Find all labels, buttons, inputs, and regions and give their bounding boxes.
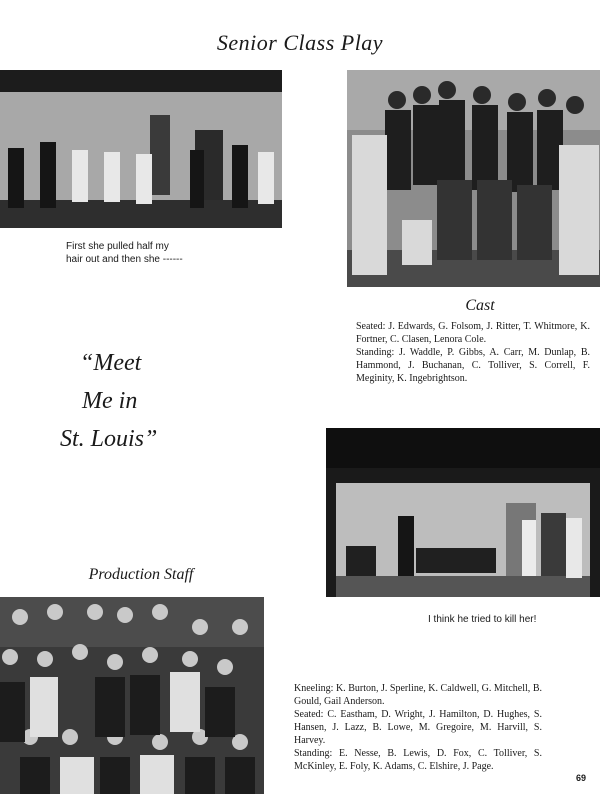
production-staff-heading: Production Staff xyxy=(88,566,194,583)
production-staff-names xyxy=(294,682,542,773)
staff-kneeling-list: Kneeling: K. Burton, J. Sperline, K. Caldwell, G. Mitchell, B. Gould, Gail Anderson. xyxy=(294,683,542,707)
cast-group-photo xyxy=(347,70,600,287)
play-title-line-3: St. Louis” xyxy=(60,426,158,452)
caption-line: First she pulled half my xyxy=(66,241,169,252)
cast-heading: Cast xyxy=(465,297,495,314)
cast-seated-list: Seated: J. Edwards, G. Folsom, J. Ritter, T. Whitmore, K. Fortner, C. Clasen, Lenora Cole. xyxy=(356,321,590,345)
play-title xyxy=(60,344,210,458)
production-staff-photo xyxy=(0,597,264,794)
photo-caption-scene-2: I think he tried to kill her! xyxy=(428,614,537,625)
staff-standing-list: Standing: E. Nesse, B. Lewis, D. Fox, C. Tolliver, S. McKinley, E. Foly, K. Adams, C. Elshire, J. Page. xyxy=(294,748,542,772)
cast-standing-list: Standing: J. Waddle, P. Gibbs, A. Carr, M. Dunlap, B. Hammond, J. Buchanan, C. Tolliver, S. Correll, F. Meginity, K. Ingebrightson. xyxy=(356,347,590,384)
stage-photo-scene-2 xyxy=(326,428,600,597)
staff-seated-list: Seated: C. Eastham, D. Wright, J. Hamilton, D. Hughes, S. Hansen, J. Lazz, B. Lowe, M. Gregoire, M. Harvill, S. Harvey. xyxy=(294,709,542,746)
cast-names xyxy=(356,320,590,385)
play-title-line-2: Me in xyxy=(82,388,138,414)
page-title: Senior Class Play xyxy=(216,30,384,55)
caption-line: hair out and then she ------ xyxy=(66,254,183,265)
page-number: 69 xyxy=(576,773,587,783)
photo-caption-scene-1 xyxy=(66,240,266,266)
play-title-line-1: “Meet xyxy=(80,350,142,376)
stage-photo-scene-1 xyxy=(0,70,282,228)
